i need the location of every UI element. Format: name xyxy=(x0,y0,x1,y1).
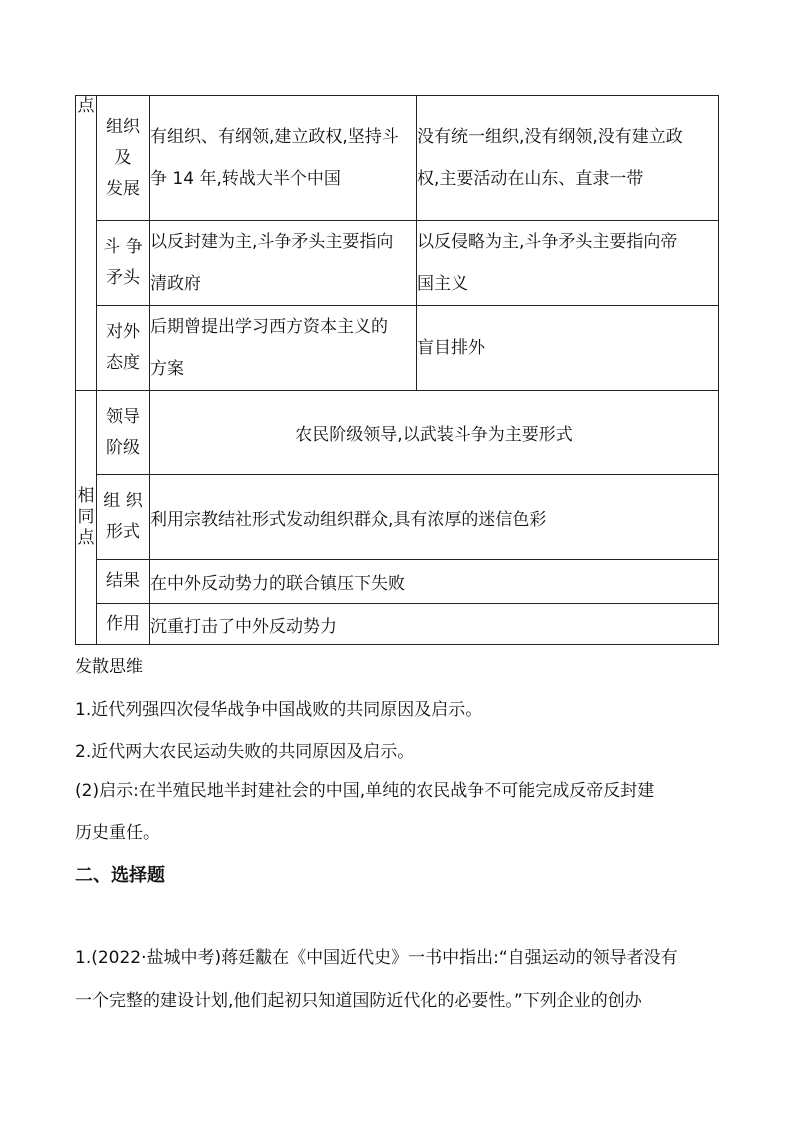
category-label: 点 xyxy=(77,528,95,548)
insight-line-1: (2)启示:在半殖民地半封建社会的中国,单纯的农民战争不可能完成反帝反封建 xyxy=(75,781,655,801)
cell-text: 没有统一组织,没有纲领,没有建立政 xyxy=(417,127,683,147)
cell-text: 农民阶级领导,以武装斗争为主要形式 xyxy=(295,425,573,445)
row-label-cell xyxy=(97,391,150,475)
taiping-cell xyxy=(150,306,417,391)
row-label-cell xyxy=(97,475,150,560)
cell-text: 利用宗教结社形式发动组织群众,具有浓厚的迷信色彩 xyxy=(150,509,547,530)
table-row xyxy=(76,475,719,560)
table-row xyxy=(76,96,719,221)
taiping-cell xyxy=(150,96,417,221)
row-label-cell xyxy=(97,604,150,645)
question-1: 1.近代列强四次侵华战争中国战败的共同原因及启示。 xyxy=(75,700,483,720)
boxer-cell xyxy=(417,306,719,391)
boxer-cell xyxy=(417,96,719,221)
row-label: 发展 xyxy=(106,178,140,199)
row-label: 作用 xyxy=(106,613,140,634)
comparison-table xyxy=(75,95,719,645)
table-row xyxy=(76,221,719,306)
category-label: 相 xyxy=(77,486,95,506)
section-heading: 二、选择题 xyxy=(75,865,165,886)
row-label: 组 织 xyxy=(103,491,143,511)
cell-text: 清政府 xyxy=(150,274,201,294)
row-label-cell xyxy=(97,96,150,221)
cell-text: 后期曾提出学习西方资本主义的 xyxy=(150,317,388,337)
mc-question-line-1: 1.(2022·盐城中考)蒋廷黻在《中国近代史》一书中指出:“自强运动的领导者没有 xyxy=(75,948,678,968)
row-label: 及 xyxy=(114,147,132,168)
cell-text: 有组织、有纲领,建立政权,坚持斗 xyxy=(150,127,399,147)
cell-text: 以反封建为主,斗争矛头主要指向 xyxy=(150,232,394,252)
category-same-cell xyxy=(76,391,97,645)
shared-cell xyxy=(150,604,719,645)
category-label: 同 xyxy=(77,507,95,527)
row-label: 斗 争 xyxy=(103,237,143,257)
cell-text: 沉重打击了中外反动势力 xyxy=(150,616,337,637)
cell-text: 在中外反动势力的联合镇压下失败 xyxy=(150,574,405,594)
row-label: 对外 xyxy=(106,322,140,342)
boxer-cell xyxy=(417,221,719,306)
table-row xyxy=(76,306,719,391)
row-label: 形式 xyxy=(106,522,140,542)
shared-cell xyxy=(150,391,719,475)
shared-cell xyxy=(150,560,719,604)
row-label: 态度 xyxy=(106,353,140,373)
question-2: 2.近代两大农民运动失败的共同原因及启示。 xyxy=(75,742,415,762)
cell-text: 方案 xyxy=(150,359,184,379)
row-label-cell xyxy=(97,221,150,306)
row-label: 矛头 xyxy=(106,268,140,288)
divergent-title: 发散思维 xyxy=(75,657,143,677)
row-label: 阶级 xyxy=(106,437,140,458)
table-row xyxy=(76,391,719,475)
table-row xyxy=(76,604,719,645)
shared-cell xyxy=(150,475,719,560)
taiping-cell xyxy=(150,221,417,306)
mc-question-line-2: 一个完整的建设计划,他们起初只知道国防近代化的必要性。”下列企业的创办 xyxy=(75,991,642,1011)
cell-text: 权,主要活动在山东、直隶一带 xyxy=(417,169,644,189)
insight-line-2: 历史重任。 xyxy=(75,823,160,843)
cell-text: 盲目排外 xyxy=(417,338,485,358)
category-different-cell xyxy=(76,96,97,391)
row-label: 组织 xyxy=(106,116,140,137)
category-label: 点 xyxy=(77,96,95,116)
row-label: 领导 xyxy=(106,406,140,427)
row-label-cell xyxy=(97,560,150,604)
cell-text: 以反侵略为主,斗争矛头主要指向帝 xyxy=(417,232,678,252)
cell-text: 国主义 xyxy=(417,274,468,294)
table-row xyxy=(76,560,719,604)
cell-text: 争 14 年,转战大半个中国 xyxy=(150,169,341,189)
row-label-cell xyxy=(97,306,150,391)
row-label: 结果 xyxy=(106,571,140,591)
